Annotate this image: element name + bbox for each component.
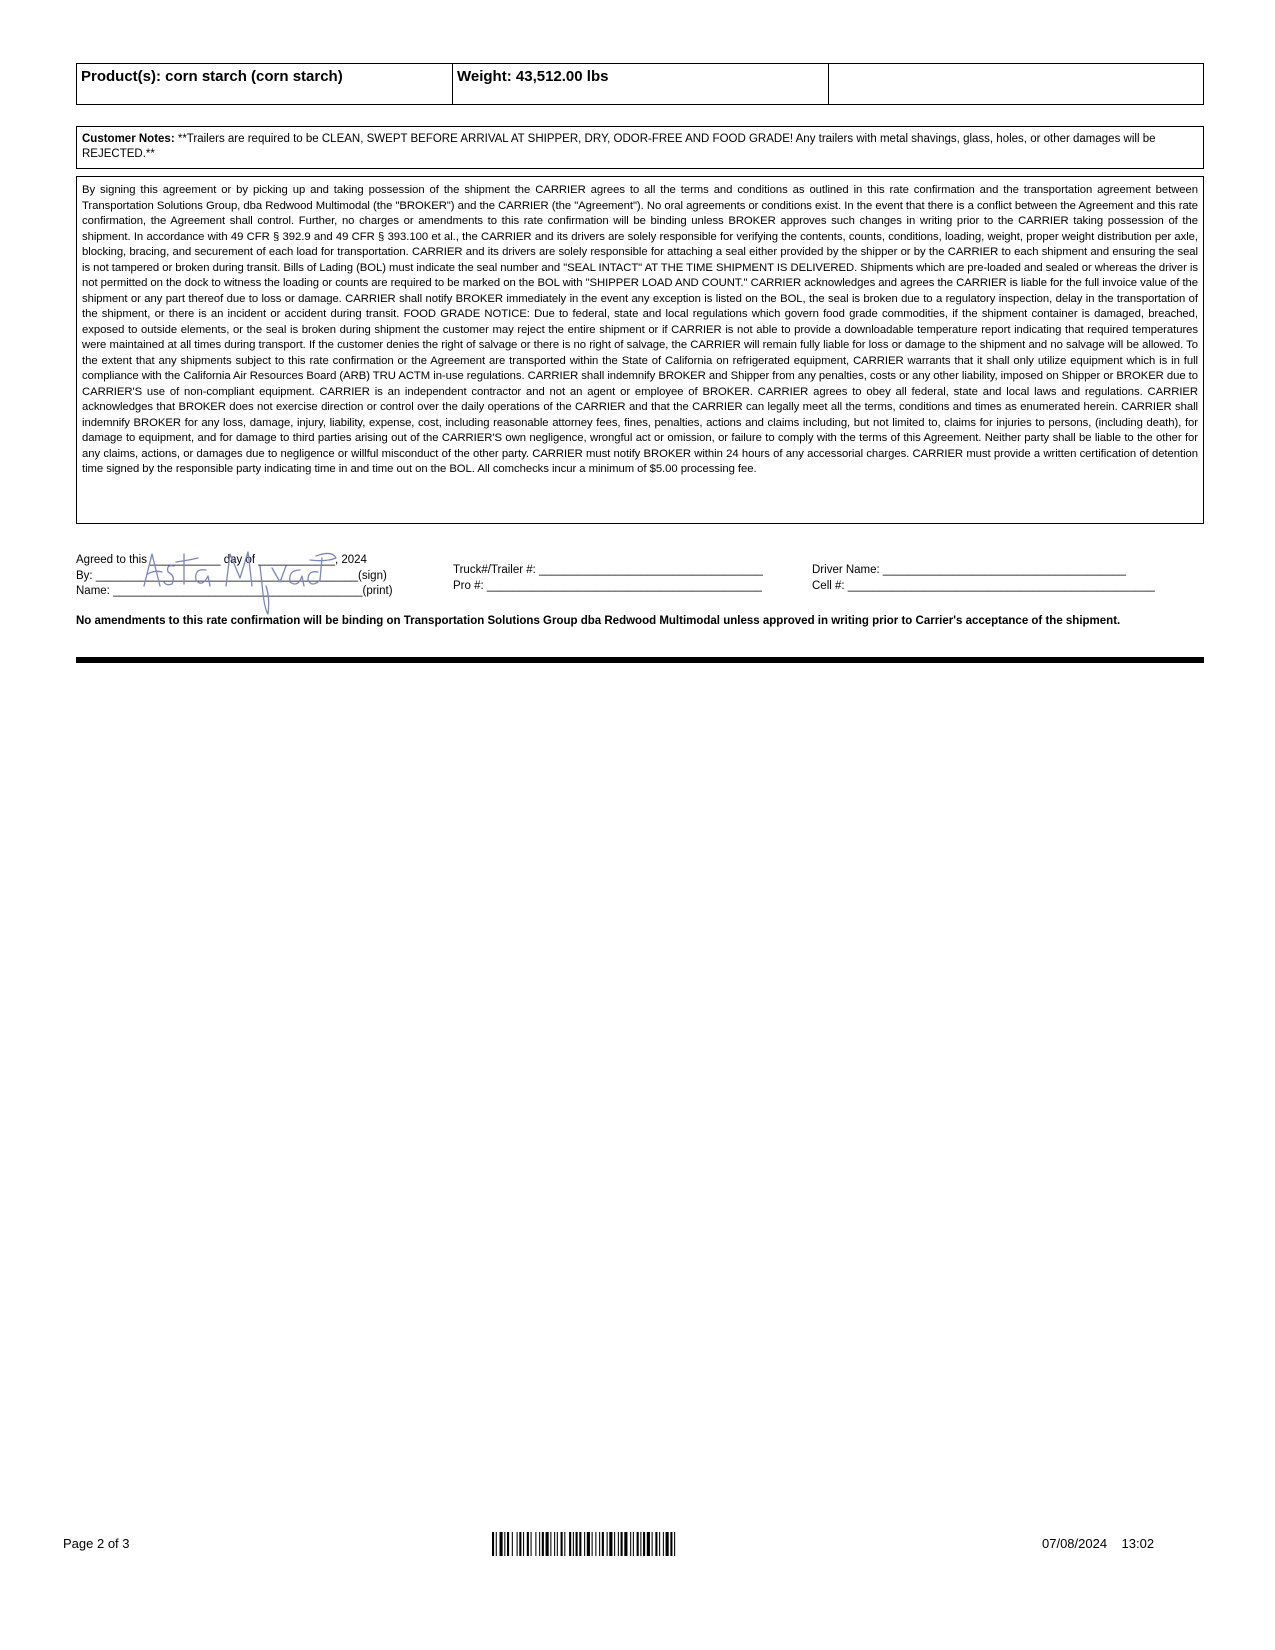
product-table — [76, 63, 1204, 105]
customer-notes-box — [76, 126, 1204, 169]
driver-name-line: Driver Name: ______________________________________ — [812, 564, 1126, 576]
pro-number-line: Pro #: ___________________________________________ — [453, 579, 762, 592]
product-cell: Product(s): corn starch (corn starch) — [77, 64, 453, 104]
cell-number-line: Cell #: ________________________________________________ — [812, 579, 1155, 592]
page-number: Page 2 of 3 — [63, 1536, 130, 1551]
section-divider — [76, 657, 1204, 663]
agreed-line: Agreed to this ___________ day of ____________, 2024 — [76, 554, 367, 566]
name-print-line: Name: _______________________________________(print) — [76, 585, 393, 597]
by-sign-line: By: _________________________________________(sign) — [76, 569, 387, 582]
terms-and-conditions: By signing this agreement or by picking up and taking possession of the shipment the CARRIER agrees to all the terms and conditions as outlined in this rate confirmation and the transportation agreement between Transportation Solutions Group, dba Redwood Multimodal (the "BROKER") and the CARRIER (the "Agreement"). No oral agreements or conditions exist. In the event that there is a conflict between the Agreement and this rate confirmation, the Agreement shall control. Further, no charges or amendments to this rate confirmation will be binding unless BROKER approves such changes in writing prior to the CARRIER taking possession of the shipment. In accordance with 49 CFR § 392.9 and 49 CFR § 393.100 et al., the CARRIER and its drivers are solely responsible for verifying the contents, counts, conditions, loading, weight, proper weight distribution per axle, blocking, bracing, and securement of each load for transportation. CARRIER and its drivers are solely responsible for attaching a seal either provided by the shipper or by the CARRIER to each shipment and ensuring the seal is not tampered or broken during transit. Bills of Lading (BOL) must indicate the seal number and "SEAL INTACT" AT THE TIME SHIPMENT IS DELIVERED. Shipments which are pre-loaded and sealed or whereas the driver is not permitted on the dock to witness the loading or counts are required to be marked on the BOL with "SHIPPER LOAD AND COUNT." CARRIER acknowledges and agrees the CARRIER is liable for the full invoice value of the shipment or any part thereof due to loss or damage. CARRIER shall notify BROKER immediately in the event any exception is listed on the BOL, the seal is broken due to a regulatory inspection, delay in the transportation of the shipment, or there is an incident or accident during transit. FOOD GRADE NOTICE: Due to federal, state and local regulations which govern food grade commodities, if the shipment container is damaged, breached, exposed to outside elements, or the seal is broken during shipment the customer may reject the entire shipment or if CARRIER is not able to provide a downloadable temperature report indicating that required temperatures were maintained at all times during transport. If the customer denies the right of salvage or there is no right of salvage, the CARRIER will remain fully liable for loss or damage to the shipment and no salvage will be allowed. To the extent that any shipments subject to this rate confirmation or the Agreement are transported within the State of California on refrigerated equipment, CARRIER warrants that it shall only utilize equipment which is in full compliance with the California Air Resources Board (ARB) TRU ACTM in-use regulations. CARRIER shall indemnify BROKER and Shipper from any penalties, costs or any other liability, imposed on Shipper or BROKER due to CARRIER'S use of non-compliant equipment. CARRIER is an independent contractor and not an agent or employee of BROKER. CARRIER agrees to obey all federal, state and local laws and regulations. CARRIER acknowledges that BROKER does not exercise direction or control over the daily operations of the CARRIER and that the CARRIER can legally meet all the terms, conditions and times as enumerated herein. CARRIER shall indemnify BROKER for any loss, damage, injury, liability, expense, cost, including reasonable attorney fees, fines, penalties, actions and claims including, but not limited to, claims for injuries to persons, (including death), for damage to equipment, and for damage to third parties arising out of the CARRIER'S own negligence, wrongful act or omission, or failure to comply with the terms of this Agreement. Neither party shall be liable to the other for any claims, actions, or damages due to negligence or willful misconduct of the other party. CARRIER must notify BROKER within 24 hours of any accessorial charges. CARRIER must provide a written certification of detention time signed by the responsible party indicating time in and time out on the BOL. All comchecks incur a minimum of $5.00 processing fee. — [76, 176, 1204, 524]
handwritten-signature — [140, 548, 340, 616]
truck-block — [453, 563, 763, 594]
customer-notes-label: Customer Notes: — [82, 133, 175, 145]
amendment-notice: No amendments to this rate confirmation will be binding on Transportation Solutions Group dba Redwood Multimodal unless approved in writing prior to Carrier's acceptance of the shipment. — [76, 615, 1121, 627]
empty-cell — [829, 64, 1203, 104]
customer-notes-text: **Trailers are required to be CLEAN, SWEPT BEFORE ARRIVAL AT SHIPPER, DRY, ODOR-FREE AND FOOD GRADE! Any trailers with metal shavings, glass, holes, or other damages will be REJECTED.** — [82, 133, 1156, 160]
driver-block — [812, 563, 1155, 594]
truck-trailer-line: Truck#/Trailer #: ___________________________________ — [453, 564, 763, 576]
print-date: 07/08/2024 13:02 — [1042, 1536, 1155, 1551]
barcode — [492, 1532, 780, 1556]
weight-cell: Weight: 43,512.00 lbs — [453, 64, 829, 104]
